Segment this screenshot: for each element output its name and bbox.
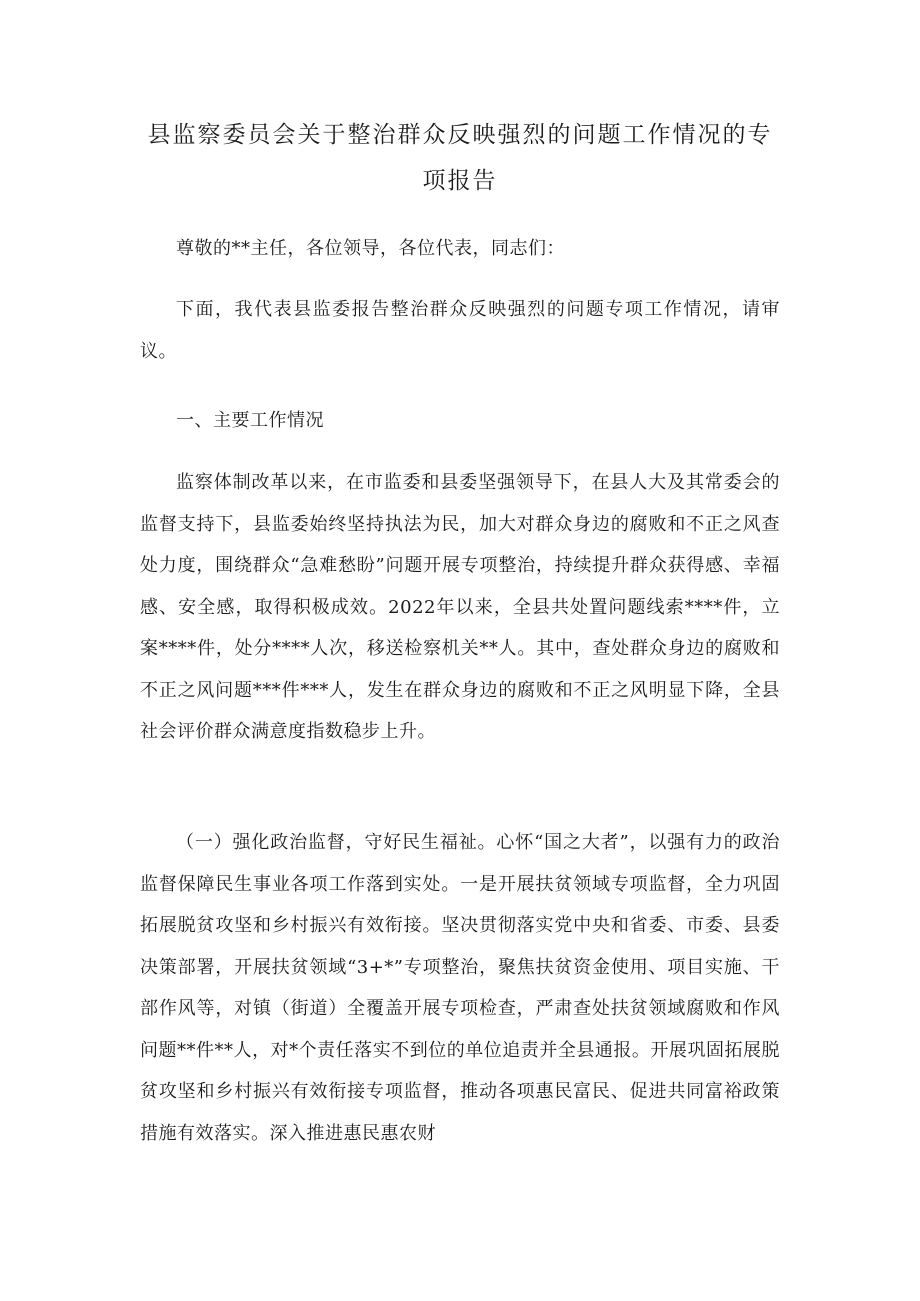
intro-paragraph: 下面，我代表县监委报告整治群众反映强烈的问题专项工作情况，请审议。 (140, 299, 780, 362)
greeting-paragraph: 尊敬的**主任，各位领导，各位代表，同志们： (176, 238, 565, 259)
body-paragraph-1: 监察体制改革以来，在市监委和县委坚强领导下，在县人大及其常委会的监督支持下，县监委始终坚持执法为民，加大对群众身边的腐败和不正之风查处力度，围绕群众“急难愁盼”问题开展专项整治，持续提升群众获得感、幸福感、安全感，取得积极成效。2022年以来，全县共处置问题线索****件，立案****件，处分****人次，移送检察机关**人。其中，查处群众身边的腐败和不正之风问题***件***人，发生在群众身边的腐败和不正之风明显下降，全县社会评价群众满意度指数稳步上升。 (140, 472, 780, 742)
body-paragraph-2: （一）强化政治监督，守好民生福祉。心怀“国之大者”，以强有力的政治监督保障民生事业各项工作落到实处。一是开展扶贫领域专项监督，全力巩固拓展脱贫攻坚和乡村振兴有效衔接。坚决贯彻落实党中央和省委、市委、县委决策部署，开展扶贫领域“3+*”专项整治，聚焦扶贫资金使用、项目实施、干部作风等，对镇（街道）全覆盖开展专项检查，严肃查处扶贫领域腐败和作风问题**件**人，对*个责任落实不到位的单位追责并全县通报。开展巩固拓展脱贫攻坚和乡村振兴有效衔接专项监督，推动各项惠民富民、促进共同富裕政策措施有效落实。深入推进惠民惠农财 (140, 832, 780, 1144)
document-title: 县监察委员会关于整治群众反映强烈的问题工作情况的专项报告 (147, 122, 773, 194)
section-heading: 一、主要工作情况 (176, 410, 324, 431)
